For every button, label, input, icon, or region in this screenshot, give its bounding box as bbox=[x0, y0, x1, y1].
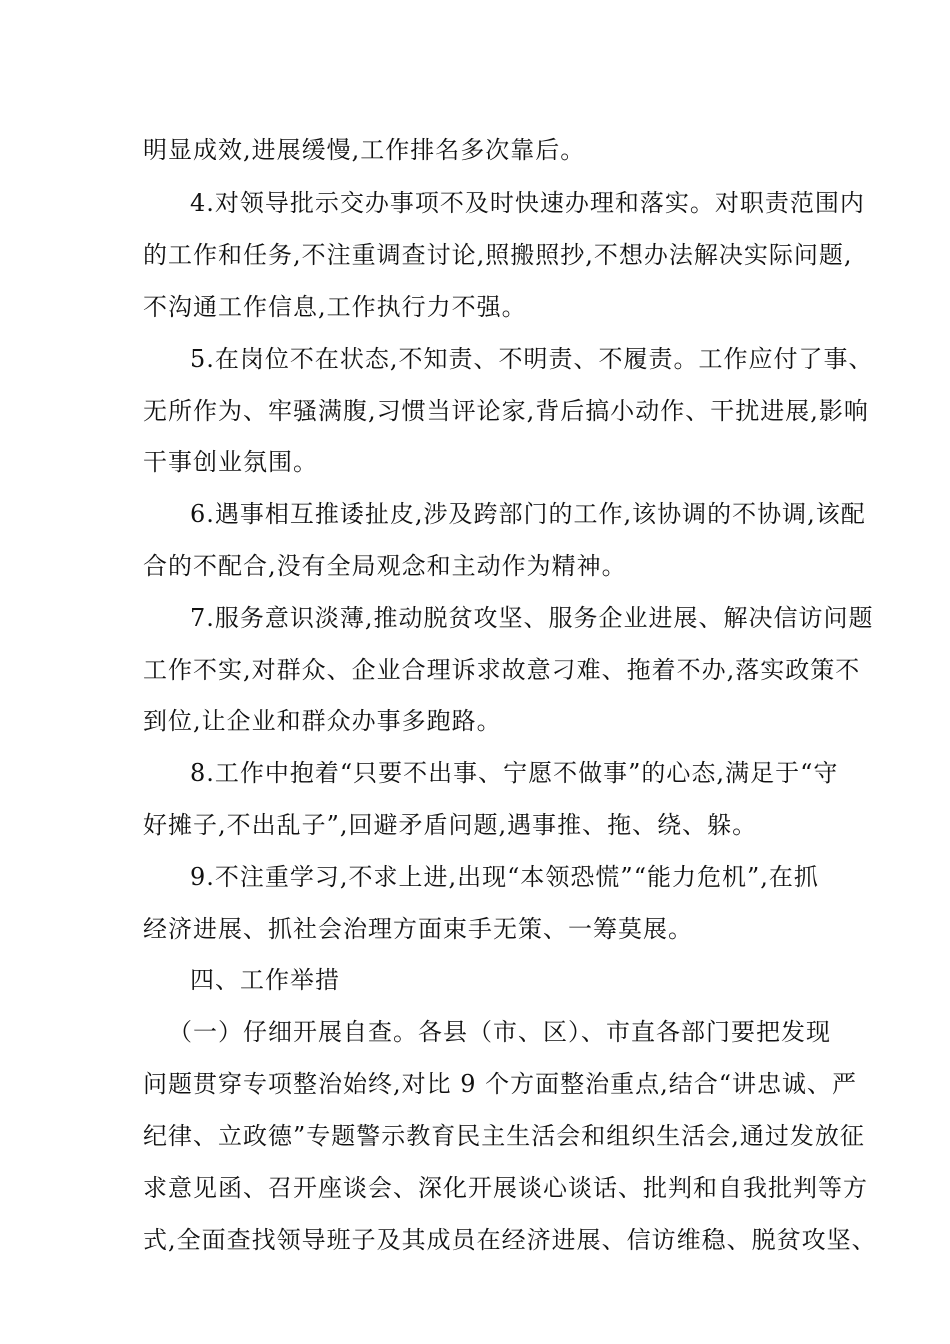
text-line: 4.对领导批示交办事项不及时快速办理和落实。对职责范围内 bbox=[190, 189, 865, 217]
text-line: 7.服务意识淡薄,推动脱贫攻坚、服务企业进展、解决信访问题 bbox=[190, 604, 874, 632]
text-line: 经济进展、抓社会治理方面束手无策、一筹莫展。 bbox=[143, 915, 693, 943]
section-heading: 四、工作举措 bbox=[190, 966, 340, 994]
text-line: 干事创业氛围。 bbox=[143, 448, 318, 476]
text-line: 式,全面查找领导班子及其成员在经济进展、信访维稳、脱贫攻坚、 bbox=[143, 1226, 877, 1254]
text-line: 的工作和任务,不注重调查讨论,照搬照抄,不想办法解决实际问题, bbox=[143, 241, 853, 269]
text-line: 明显成效,进展缓慢,工作排名多次靠后。 bbox=[143, 136, 586, 164]
text-line: 求意见函、召开座谈会、深化开展谈心谈话、批判和自我批判等方 bbox=[143, 1174, 868, 1202]
text-line: 到位,让企业和群众办事多跑路。 bbox=[143, 707, 502, 735]
text-line: 6.遇事相互推诿扯皮,涉及跨部门的工作,该协调的不协调,该配 bbox=[190, 500, 866, 528]
text-line: 无所作为、牢骚满腹,习惯当评论家,背后搞小动作、干扰进展,影响 bbox=[143, 397, 869, 425]
text-line: 工作不实,对群众、企业合理诉求故意刁难、拖着不办,落实政策不 bbox=[143, 656, 861, 684]
text-line: 不沟通工作信息,工作执行力不强。 bbox=[143, 293, 527, 321]
text-line: （一）仔细开展自查。各县（市、区）、市直各部门要把发现 bbox=[168, 1018, 831, 1046]
text-line: 合的不配合,没有全局观念和主动作为精神。 bbox=[143, 552, 627, 580]
text-line: 8.工作中抱着“只要不出事、宁愿不做事”的心态,满足于“守 bbox=[190, 759, 839, 787]
text-line: 好摊子,不出乱子”,回避矛盾问题,遇事推、拖、绕、躲。 bbox=[143, 811, 758, 839]
text-line: 问题贯穿专项整治始终,对比 9 个方面整治重点,结合“讲忠诚、严 bbox=[143, 1070, 858, 1098]
text-line: 5.在岗位不在状态,不知责、不明责、不履责。工作应付了事、 bbox=[190, 345, 874, 373]
text-line: 9.不注重学习,不求上进,出现“本领恐慌”“能力危机”,在抓 bbox=[190, 863, 819, 891]
text-line: 纪律、立政德”专题警示教育民主生活会和组织生活会,通过发放征 bbox=[143, 1122, 865, 1150]
